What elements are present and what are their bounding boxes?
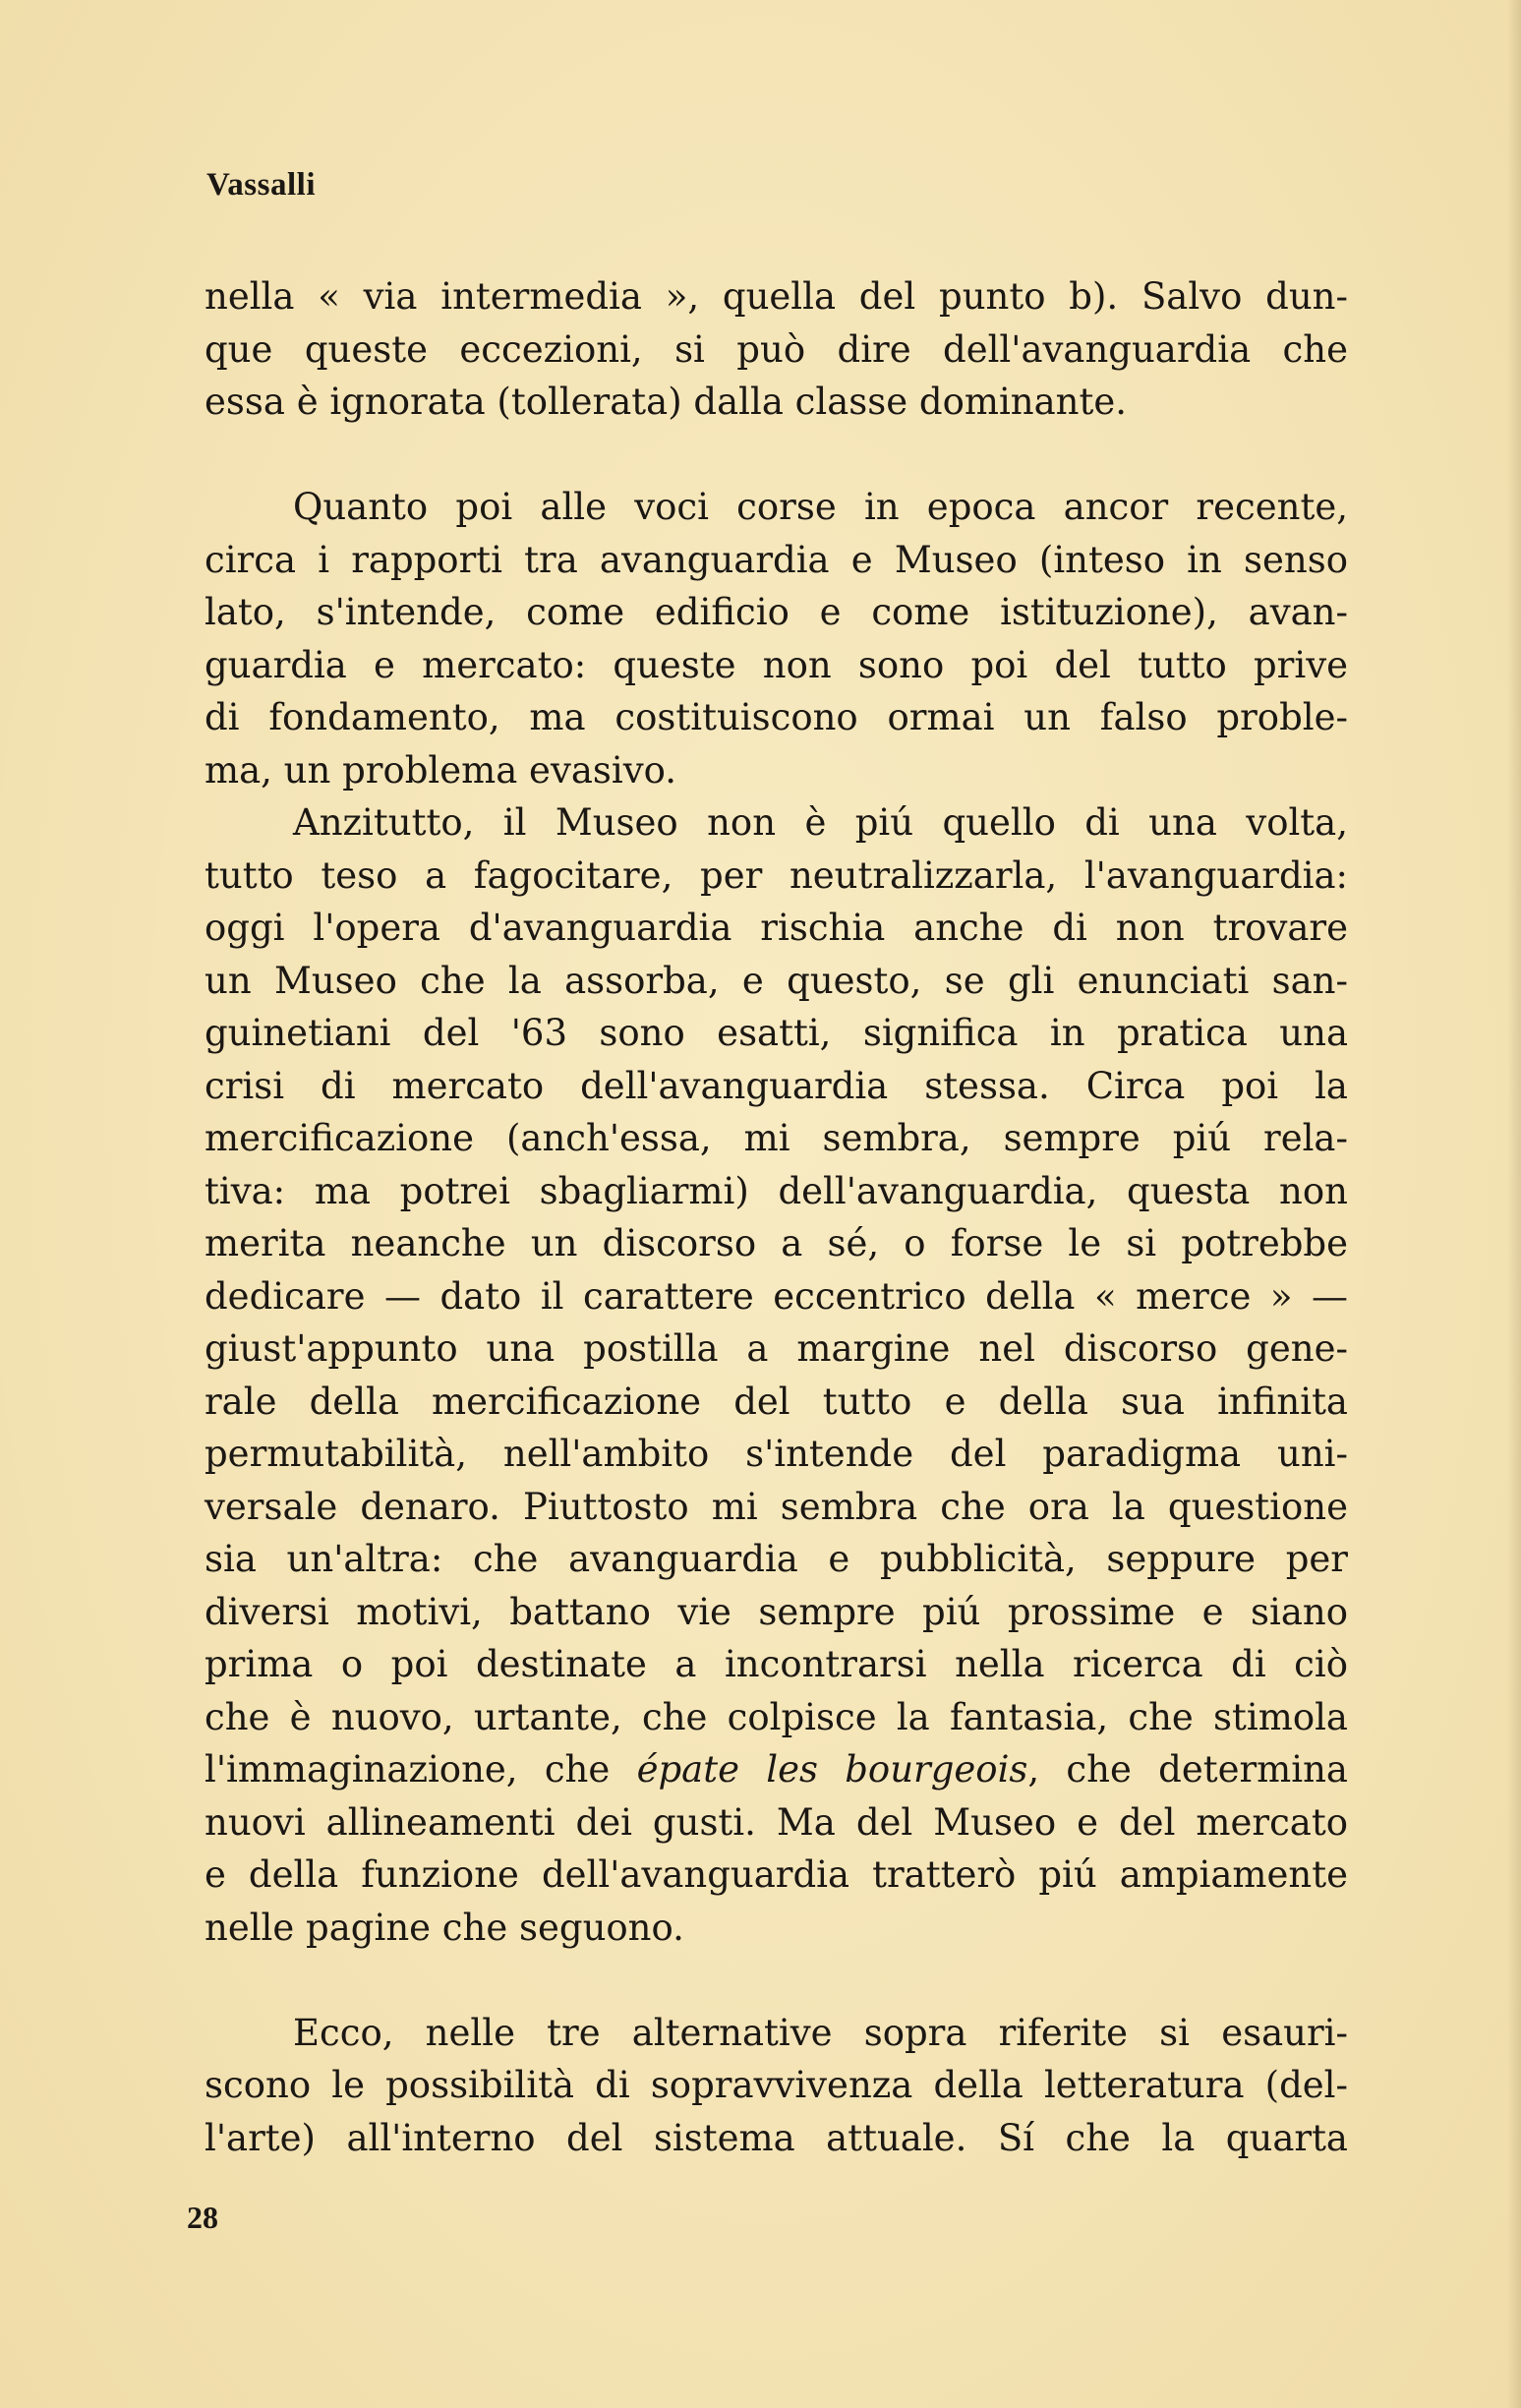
text-line: nelle pagine che seguono. [205, 1906, 684, 1949]
text-line: tutto teso a fagocitare, per neutralizzarla, l'avanguardia: [205, 853, 1348, 897]
text-line: que queste eccezioni, si può dire dell'avanguardia che [205, 327, 1348, 371]
text-line: diversi motivi, battano vie sempre piú prossime e siano [205, 1590, 1348, 1633]
text-line: guardia e mercato: queste non sono poi del tutto prive [205, 643, 1348, 686]
text-line: lato, s'intende, come edificio e come istituzione), avan- [205, 591, 1348, 633]
text-line: Anzitutto, il Museo non è piú quello di una volta, [293, 801, 1348, 844]
text-line-with-italic [205, 1743, 1348, 1796]
text-line: tiva: ma potrei sbagliarmi) dell'avanguardia, questa non [205, 1169, 1348, 1212]
running-head: Vassalli [206, 167, 316, 203]
paragraph-gap [205, 429, 1348, 482]
text-line: rale della mercificazione del tutto e della sua infinita [205, 1380, 1348, 1423]
text-line: circa i rapporti tra avanguardia e Museo (inteso in senso [205, 538, 1348, 581]
text-line: un Museo che la assorba, e questo, se gli enunciati san- [205, 959, 1348, 1002]
body-text [205, 270, 1348, 2164]
text-line: sia un'altra: che avanguardia e pubblicità, seppure per [205, 1538, 1348, 1580]
page-number: 28 [187, 2200, 218, 2235]
text-line: permutabilità, nell'ambito s'intende del paradigma uni- [205, 1433, 1348, 1475]
paragraph-gap [205, 1954, 1348, 2007]
text-line: e della funzione dell'avanguardia tratterò piú ampiamente [205, 1853, 1348, 1896]
text-run: , che determina [1027, 1748, 1348, 1791]
text-line: crisi di mercato dell'avanguardia stessa. Circa poi la [205, 1064, 1348, 1107]
text-line: merita neanche un discorso a sé, o forse le si potrebbe [205, 1222, 1348, 1264]
text-line: di fondamento, ma costituiscono ormai un falso proble- [205, 696, 1348, 738]
text-line: guinetiani del '63 sono esatti, significa in pratica una [205, 1012, 1348, 1054]
text-line: dedicare — dato il carattere eccentrico della « merce » — [205, 1274, 1348, 1318]
italic-phrase: épate les bourgeois [636, 1748, 1028, 1791]
text-line: giust'appunto una postilla a margine nel discorso gene- [205, 1327, 1348, 1370]
text-line: versale denaro. Piuttosto mi sembra che ora la questione [205, 1485, 1348, 1528]
text-line: oggi l'opera d'avanguardia rischia anche di non trovare [205, 907, 1348, 949]
text-line: l'arte) all'interno del sistema attuale. Sí che la quarta [205, 2116, 1348, 2159]
text-line: nuovi allineamenti dei gusti. Ma del Museo e del mercato [205, 1800, 1348, 1844]
text-line: Quanto poi alle voci corse in epoca ancor recente, [293, 486, 1348, 528]
text-line: ma, un problema evasivo. [205, 748, 677, 792]
text-line: che è nuovo, urtante, che colpisce la fantasia, che stimola [205, 1695, 1348, 1738]
page-edge-shadow [1507, 0, 1521, 2408]
text-line: prima o poi destinate a incontrarsi nella ricerca di ciò [205, 1643, 1348, 1685]
text-line: nella « via intermedia », quella del punto b). Salvo dun- [205, 275, 1348, 318]
text-line: Ecco, nelle tre alternative sopra riferite si esauri- [293, 2011, 1348, 2054]
text-line: scono le possibilità di sopravvivenza della letteratura (del- [205, 2064, 1348, 2106]
text-run: l'immaginazione, che [205, 1748, 637, 1791]
text-line: mercificazione (anch'essa, mi sembra, sempre piú rela- [205, 1117, 1348, 1159]
text-line: essa è ignorata (tollerata) dalla classe dominante. [205, 381, 1128, 423]
